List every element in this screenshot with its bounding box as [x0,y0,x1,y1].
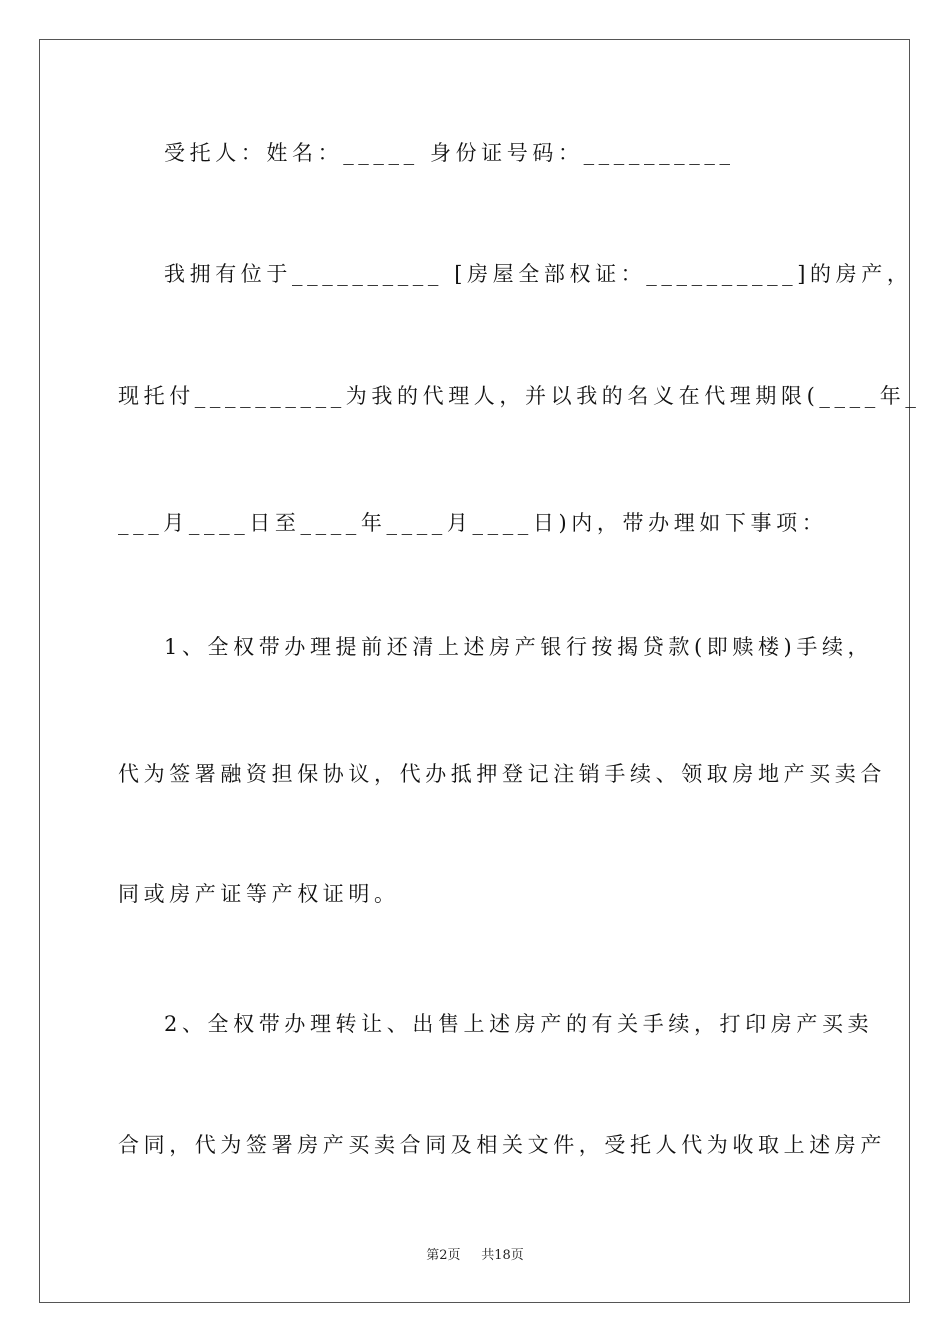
paragraph-line-entrust: 现托付__________为我的代理人，并以我的名义在代理期限(____年_ [118,384,921,408]
paragraph-line-property: 我拥有位于__________ [房屋全部权证：__________]的房产， [164,262,913,286]
paragraph-line-period: ___月____日至____年____月____日)内，带办理如下事项： [118,511,828,535]
page-number: 第2页 [426,1248,461,1263]
total-pages: 共18页 [481,1248,524,1263]
paragraph-line-item-2-cont: 合同，代为签署房产买卖合同及相关文件，受托人代为收取上述房产 [118,1133,886,1157]
page-border [39,39,921,1303]
paragraph-line-item-2: 2、全权带办理转让、出售上述房产的有关手续，打印房产买卖 [164,1012,874,1036]
paragraph-line-item-1-cont: 代为签署融资担保协议，代办抵押登记注销手续、领取房地产买卖合 [118,762,886,786]
paragraph-line-item-1: 1、全权带办理提前还清上述房产银行按揭贷款(即赎楼)手续， [164,635,874,659]
paragraph-line-item-1-end: 同或房产证等产权证明。 [118,882,400,906]
paragraph-line-trustee: 受托人：姓名：_____ 身份证号码：__________ [164,141,735,165]
page-footer [0,1247,950,1265]
